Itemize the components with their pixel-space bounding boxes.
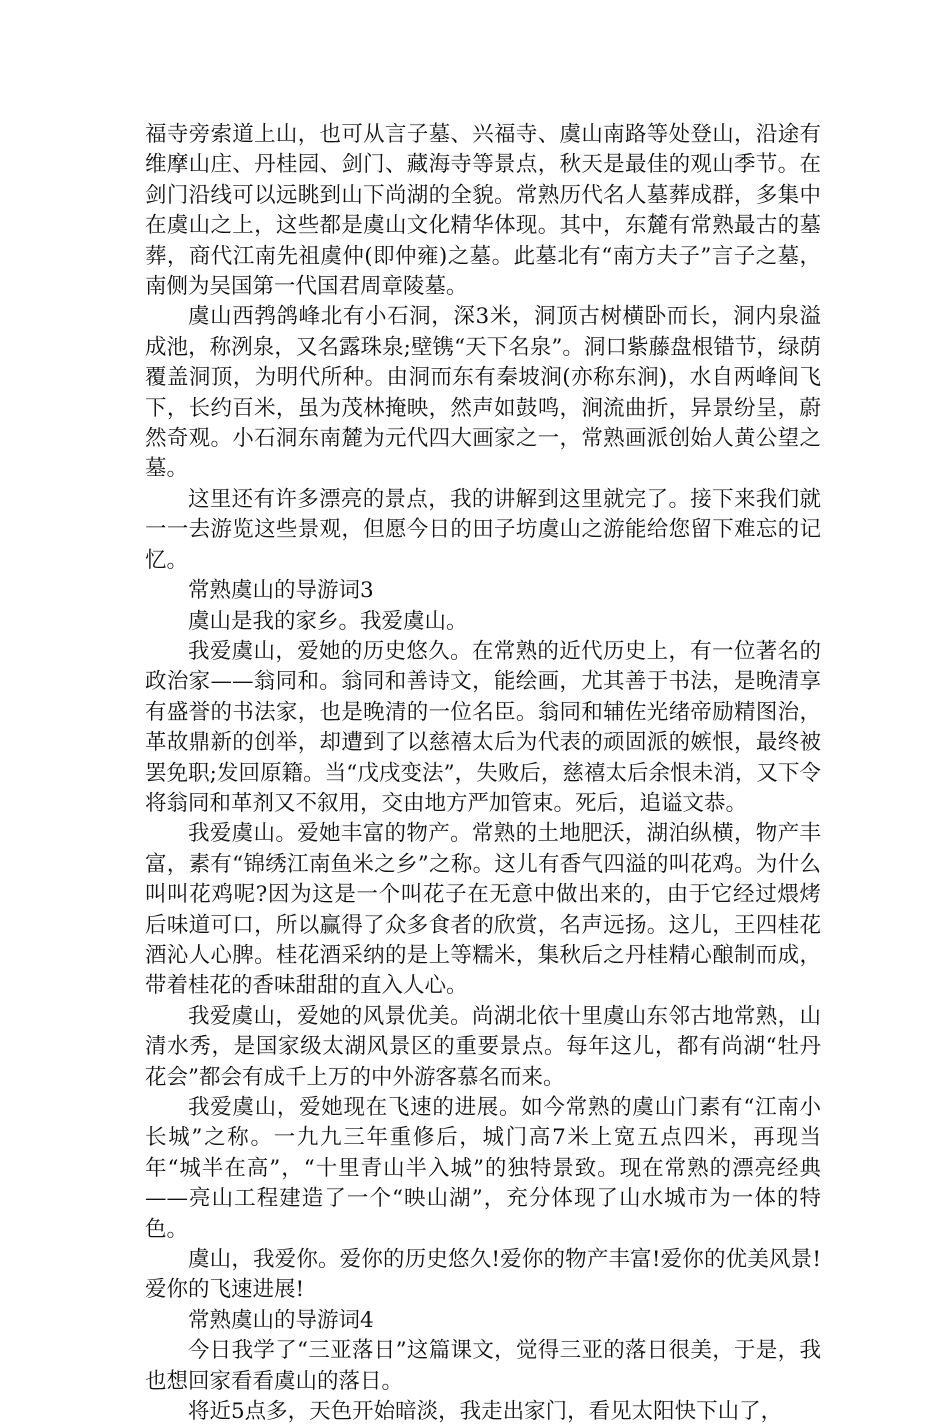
paragraph: 我爱虞山，爱她的历史悠久。在常熟的近代历史上，有一位著名的政治家——翁同和。翁同和善诗文，能绘画，尤其善于书法，是晚清享有盛誉的书法家，也是晚清的一位名臣。翁同和辅佐光绪帝励精图治，革故鼎新的创举，却遭到了以慈禧太后为代表的顽固派的嫉恨，最终被罢免职;发回原籍。当“戊戌变法”，失败后，慈禧太后余恨未消，又下令将翁同和革剂又不叙用，交由地方严加管束。死后，追谥文恭。 bbox=[145, 638, 821, 816]
paragraph: 今日我学了“三亚落日”这篇课文，觉得三亚的落日很美，于是，我也想回家看看虞山的落日。 bbox=[145, 1338, 821, 1394]
paragraph: 常熟虞山的导游词3 bbox=[188, 578, 374, 604]
paragraph: 我爱虞山，爱她现在飞速的进展。如今常熟的虞山门素有“江南小长城”之称。一九九三年重修后，城门高7米上宽五点四米，再现当年“城半在高”，“十里青山半入城”的独特景致。现在常熟的漂亮经典——亮山工程建造了一个“映山湖”，充分体现了山水城市为一体的特色。 bbox=[145, 1095, 821, 1242]
paragraph: 虞山，我爱你。爱你的历史悠久!爱你的物产丰富!爱你的优美风景!爱你的飞速进展! bbox=[145, 1247, 821, 1303]
paragraph: 这里还有许多漂亮的景点，我的讲解到这里就完了。接下来我们就一一去游览这些景观，但愿今日的田子坊虞山之游能给您留下难忘的记忆。 bbox=[145, 486, 821, 573]
paragraph: 我爱虞山。爱她丰富的物产。常熟的土地肥沃，湖泊纵横，物产丰富，素有“锦绣江南鱼米之乡”之称。这儿有香气四溢的叫花鸡。为什么叫叫花鸡呢?因为这是一个叫花子在无意中做出来的，由于它经过煨烤后味道可口，所以赢得了众多食者的欣赏，名声远扬。这儿，王四桂花酒沁人心脾。桂花酒采纳的是上等糯米，集秋后之丹桂精心酿制而成，带着桂花的香味甜甜的直入人心。 bbox=[145, 821, 821, 999]
paragraph: 常熟虞山的导游词4 bbox=[188, 1307, 374, 1333]
paragraph: 我爱虞山，爱她的风景优美。尚湖北依十里虞山东邻古地常熟，山清水秀，是国家级太湖风景区的重要景点。每年这儿，都有尚湖“牡丹花会”都会有成千上万的中外游客慕名而来。 bbox=[145, 1003, 821, 1090]
paragraph: 福寺旁索道上山，也可从言子墓、兴福寺、虞山南路等处登山，沿途有维摩山庄、丹桂园、剑门、藏海寺等景点，秋天是最佳的观山季节。在剑门沿线可以远眺到山下尚湖的全貌。常熟历代名人墓葬成群，多集中在虞山之上，这些都是虞山文化精华体现。其中，东麓有常熟最古的墓葬，商代江南先祖虞仲(即仲雍)之墓。此墓北有“南方夫子”言子之墓，南侧为吴国第一代国君周章陵墓。 bbox=[145, 122, 821, 300]
paragraph: 虞山是我的家乡。我爱虞山。 bbox=[188, 608, 468, 634]
paragraph: 将近5点多，天色开始暗淡，我走出家门，看见太阳快下山了， bbox=[188, 1399, 783, 1425]
paragraph: 虞山西鹁鸽峰北有小石洞，深3米，洞顶古树横卧而长，洞内泉溢成池，称洌泉，又名露珠泉;壁镌“天下名泉”。洞口紫藤盘根错节，绿荫覆盖洞顶，为明代所种。由洞而东有秦坡涧(亦称东涧)，水自两峰间飞下，长约百米，虽为茂林掩映，然声如鼓鸣，涧流曲折，异景纷呈，蔚然奇观。小石洞东南麓为元代四大画家之一，常熟画派创始人黄公望之墓。 bbox=[145, 304, 821, 482]
document-page bbox=[145, 120, 821, 1427]
